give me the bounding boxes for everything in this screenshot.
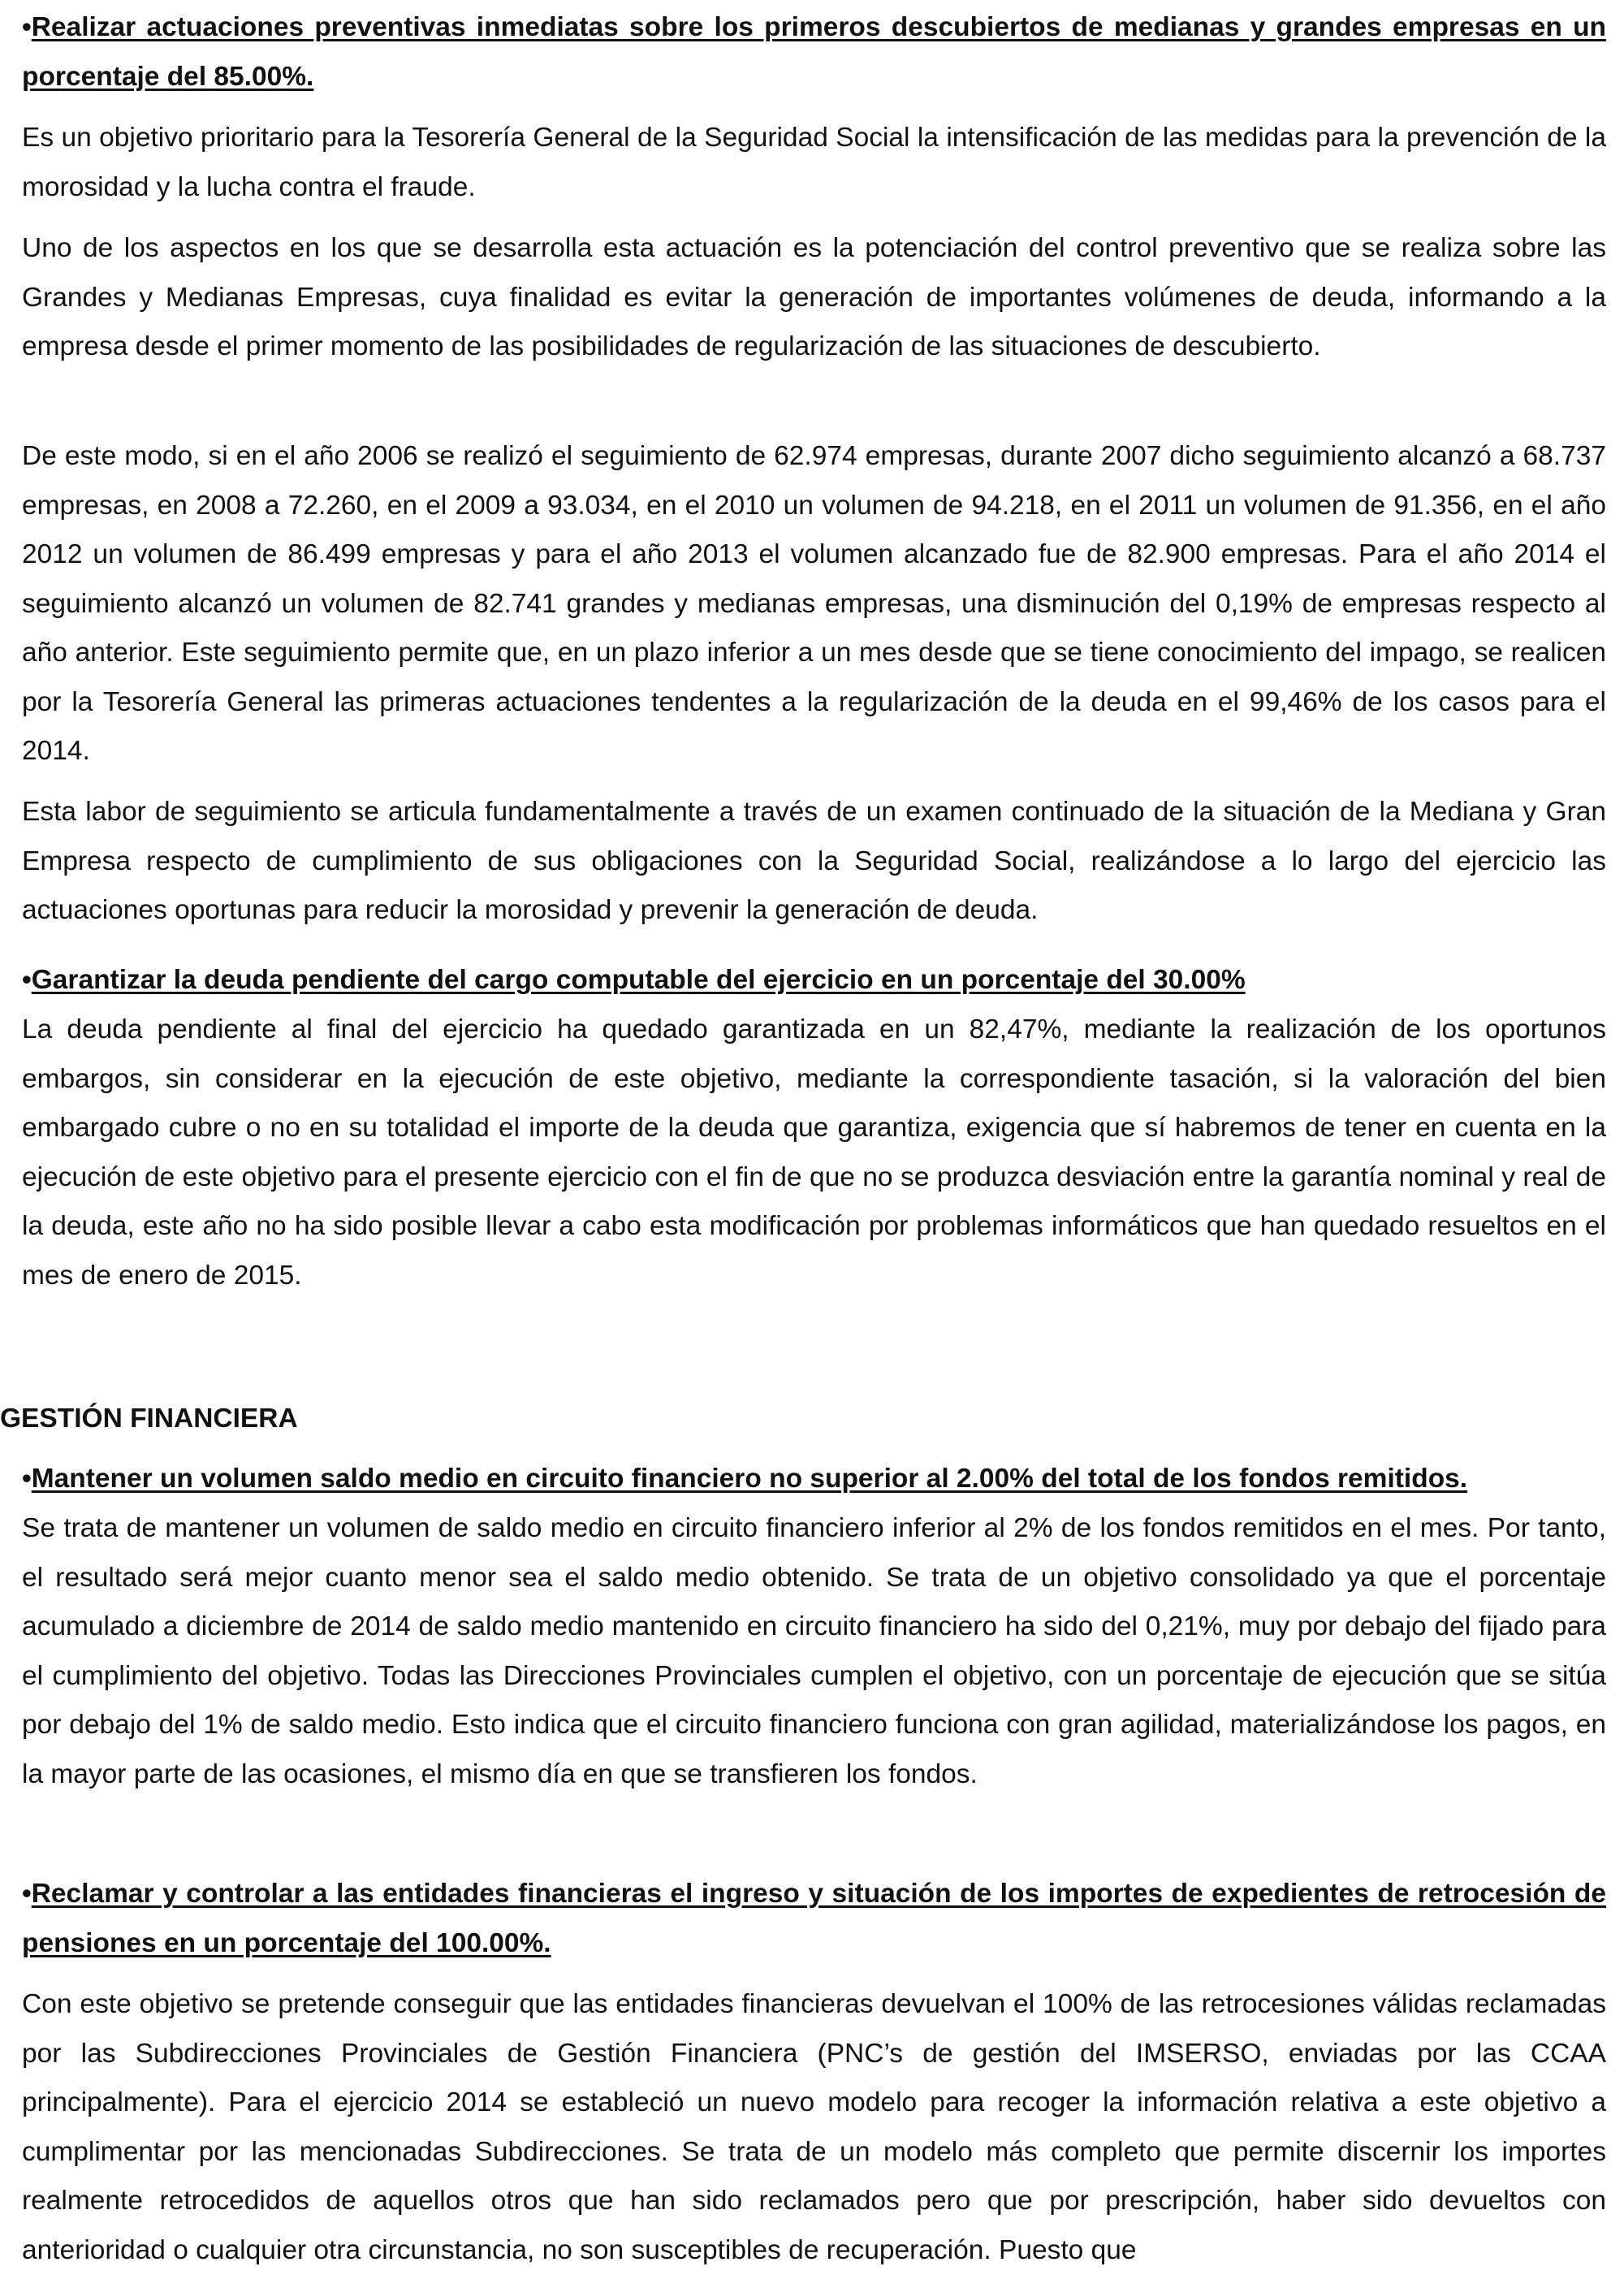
bullet-icon: • [22,1879,32,1909]
section-title: GESTIÓN FINANCIERA [0,1403,298,1434]
bullet-icon: • [22,1464,32,1494]
paragraph-4 [22,788,1606,936]
heading-text: Reclamar y controlar a las entidades financieras el ingreso y situación de los importes de expedientes de retrocesión de pensiones en un porcentaje del 100.00%. [22,1879,1606,1958]
bullet-heading-preventive-actions [22,3,1606,102]
bullet-heading-pension-retrocession [22,1870,1606,1968]
paragraph-text: Uno de los aspectos en los que se desarrolla esta actuación es la potenciación del control preventivo que se realiza sobre las Grandes y Medianas Empresas, cuya finalidad es evitar la generación de importantes volúmenes de deuda, informando a la empresa desde el primer momento de las posibilidades de regularización de las situaciones de descubierto. [22,233,1606,361]
heading-text: Garantizar la deuda pendiente del cargo computable del ejercicio en un porcentaje del 30.00% [31,965,1246,995]
paragraph-1 [22,114,1606,212]
paragraph-text: Con este objetivo se pretende conseguir que las entidades financieras devuelvan el 100% de las retrocesiones válidas reclamadas por las Subdirecciones Provinciales de Gestión Financiera (PNC’s de gestión del IMSERSO, enviadas por las CCAA principalmente). Para el ejercicio 2014 se estableció un nuevo modelo para recoger la información relativa a este objetivo a cumplimentar por las mencionadas Subdirecciones. Se trata de un modelo más completo que permite discernir los importes realmente retrocedidos de aquellos otros que han sido reclamados pero que por prescripción, haber sido devueltos con anterioridad o cualquier otra circunstancia, no son susceptibles de recuperación. Puesto que [22,1989,1606,2265]
paragraph-text: Es un objetivo prioritario para la Tesorería General de la Seguridad Social la intensificación de las medidas para la prevención de la morosidad y la lucha contra el fraude. [22,123,1606,202]
paragraph-text: Esta labor de seguimiento se articula fundamentalmente a través de un examen continuado de la situación de la Mediana y Gran Empresa respecto de cumplimiento de sus obligaciones con la Seguridad Social, realizándose a lo largo del ejercicio las actuaciones oportunas para reducir la morosidad y prevenir la generación de deuda. [22,797,1606,925]
paragraph-7 [22,1980,1606,2275]
paragraph-5 [22,1006,1606,1300]
heading-text: Mantener un volumen saldo medio en circuito financiero no superior al 2.00% del total de los fondos remitidos. [31,1464,1468,1494]
bullet-icon: • [22,965,32,995]
bullet-heading-guarantee-debt [22,956,1606,1006]
paragraph-6 [22,1504,1606,1799]
paragraph-2 [22,224,1606,372]
bullet-heading-average-balance [22,1455,1606,1504]
paragraph-text: Se trata de mantener un volumen de saldo medio en circuito financiero inferior al 2% de los fondos remitidos en el mes. Por tanto, el resultado será mejor cuanto menor sea el saldo medio obtenido. Se trata de un objetivo consolidado ya que el porcentaje acumulado a diciembre de 2014 de saldo medio mantenido en circuito financiero ha sido del 0,21%, muy por debajo del fijado para el cumplimiento del objetivo. Todas las Direcciones Provinciales cumplen el objetivo, con un porcentaje de ejecución que se sitúa por debajo del 1% de saldo medio. Esto indica que el circuito financiero funciona con gran agilidad, materializándose los pagos, en la mayor parte de las ocasiones, el mismo día en que se transfieren los fondos. [22,1513,1606,1789]
paragraph-text: De este modo, si en el año 2006 se realizó el seguimiento de 62.974 empresas, durante 2007 dicho seguimiento alcanzó a 68.737 empresas, en 2008 a 72.260, en el 2009 a 93.034, en el 2010 un volumen de 94.218, en el 2011 un volumen de 91.356, en el año 2012 un volumen de 86.499 empresas y para el año 2013 el volumen alcanzado fue de 82.900 empresas. Para el año 2014 el seguimiento alcanzó un volumen de 82.741 grandes y medianas empresas, una disminución del 0,19% de empresas respecto al año anterior. Este seguimiento permite que, en un plazo inferior a un mes desde que se tiene conocimiento del impago, se realicen por la Tesorería General las primeras actuaciones tendentes a la regularización de la deuda en el 99,46% de los casos para el 2014. [22,441,1606,766]
heading-text: Realizar actuaciones preventivas inmediatas sobre los primeros descubiertos de medianas y grandes empresas en un porcentaje del 85.00%. [22,12,1606,92]
paragraph-3 [22,432,1606,776]
paragraph-text: La deuda pendiente al final del ejercicio ha quedado garantizada en un 82,47%, mediante la realización de los oportunos embargos, sin considerar en la ejecución de este objetivo, mediante la correspondiente tasación, si la valoración del bien embargado cubre o no en su totalidad el importe de la deuda que garantiza, exigencia que sí habremos de tener en cuenta en la ejecución de este objetivo para el presente ejercicio con el fin de que no se produzca desviación entre la garantía nominal y real de la deuda, este año no ha sido posible llevar a cabo esta modificación por problemas informáticos que han quedado resueltos en el mes de enero de 2015. [22,1014,1606,1291]
bullet-icon: • [22,12,32,42]
